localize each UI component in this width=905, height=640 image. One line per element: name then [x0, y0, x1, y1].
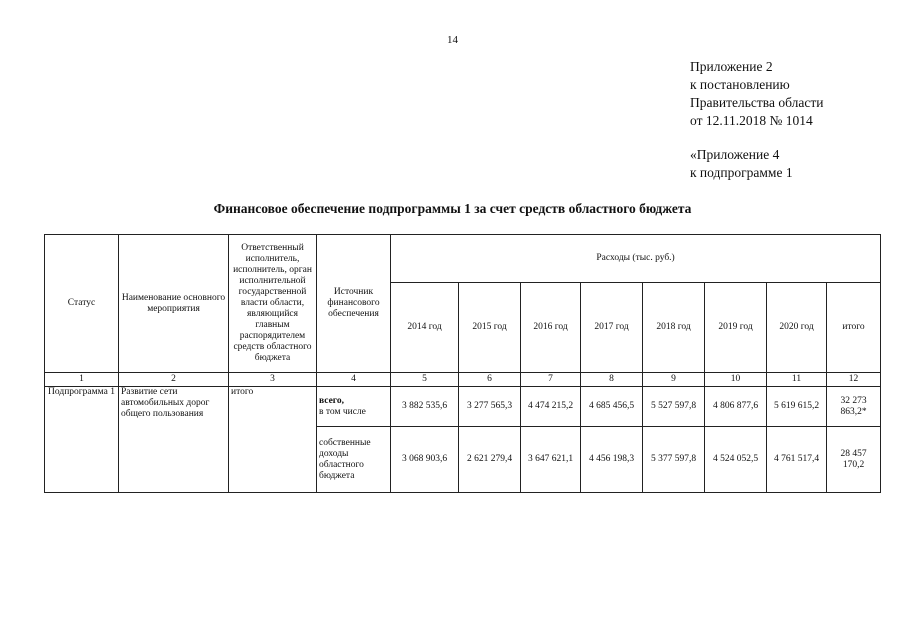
value-cell: 4 524 052,5: [705, 427, 767, 493]
header-year: 2020 год: [767, 283, 827, 373]
row-responsible: итого: [229, 387, 317, 493]
column-number: 11: [767, 373, 827, 387]
header-status: Статус: [45, 235, 119, 373]
column-number: 9: [643, 373, 705, 387]
row-source-own: собственные доходы областного бюджета: [317, 427, 391, 493]
value-cell: 3 068 903,6: [391, 427, 459, 493]
header-year: 2017 год: [581, 283, 643, 373]
value-cell-total: 28 457 170,2: [827, 427, 881, 493]
document-title: Финансовое обеспечение подпрограммы 1 за счет средств областного бюджета: [213, 201, 692, 216]
row-name: Развитие сети автомобильных дорог общего пользования: [119, 387, 229, 493]
value-cell: 3 882 535,6: [391, 387, 459, 427]
column-number: 5: [391, 373, 459, 387]
value-cell: 4 474 215,2: [521, 387, 581, 427]
header-year: 2014 год: [391, 283, 459, 373]
page-number: 14: [447, 34, 458, 46]
header-total: итого: [827, 283, 881, 373]
row-source-total: [317, 387, 391, 427]
source-total-label: всего,: [319, 395, 344, 406]
value-cell: 5 619 615,2: [767, 387, 827, 427]
value-cell: 5 527 597,8: [643, 387, 705, 427]
value-cell: 3 647 621,1: [521, 427, 581, 493]
header-expenses: Расходы (тыс. руб.): [391, 235, 881, 283]
appendix-block: [690, 58, 823, 182]
header-name: Наименование основного мероприятия: [119, 235, 229, 373]
value-cell: 5 377 597,8: [643, 427, 705, 493]
appendix-line: Правительства области: [690, 95, 824, 110]
appendix-line: «Приложение 4: [690, 147, 780, 162]
column-number: 6: [459, 373, 521, 387]
financing-table: [44, 234, 881, 493]
column-number: 2: [119, 373, 229, 387]
value-cell-total: 32 273 863,2*: [827, 387, 881, 427]
column-number: 8: [581, 373, 643, 387]
column-number: 7: [521, 373, 581, 387]
value-cell: 2 621 279,4: [459, 427, 521, 493]
column-number: 4: [317, 373, 391, 387]
value-cell: 3 277 565,3: [459, 387, 521, 427]
value-cell: 4 806 877,6: [705, 387, 767, 427]
header-year: 2015 год: [459, 283, 521, 373]
header-responsible: Ответственный исполнитель, исполнитель, орган исполнительной государственной власти области, являющийся главным распорядителем средств областного бюджета: [229, 235, 317, 373]
appendix-line: к подпрограмме 1: [690, 165, 793, 180]
header-year: 2019 год: [705, 283, 767, 373]
header-year: 2016 год: [521, 283, 581, 373]
column-number: 1: [45, 373, 119, 387]
value-cell: 4 685 456,5: [581, 387, 643, 427]
source-total-sub: в том числе: [319, 406, 366, 417]
appendix-line: Приложение 2: [690, 59, 773, 74]
appendix-line: к постановлению: [690, 77, 790, 92]
column-number: 10: [705, 373, 767, 387]
column-number: 12: [827, 373, 881, 387]
column-number: 3: [229, 373, 317, 387]
header-year: 2018 год: [643, 283, 705, 373]
value-cell: 4 761 517,4: [767, 427, 827, 493]
header-source: Источник финансового обеспечения: [317, 235, 391, 373]
appendix-line: от 12.11.2018 № 1014: [690, 113, 813, 128]
value-cell: 4 456 198,3: [581, 427, 643, 493]
row-status: Подпрограмма 1: [45, 387, 119, 493]
